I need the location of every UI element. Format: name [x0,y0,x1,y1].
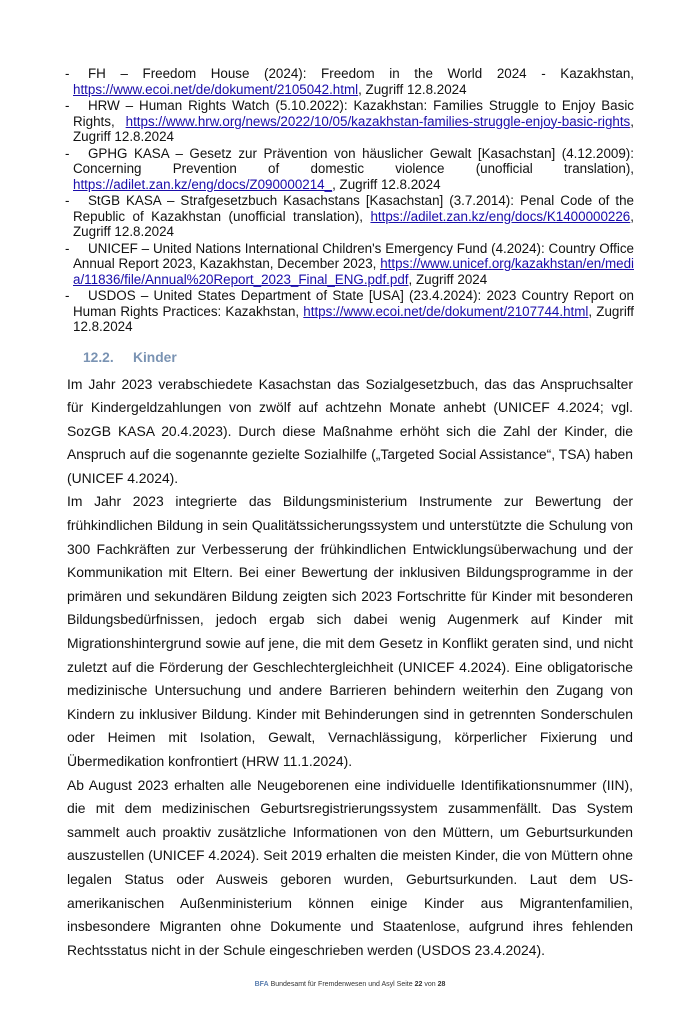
page-footer [66,980,634,990]
paragraph: Ab August 2023 erhalten alle Neugeborenen eine individuelle Identifikationsnummer (IIN), die mit dem medizinischen Geburtsregistrierungssystem zusammenfällt. Das System sammelt auch proaktiv zusätzliche Informationen von den Müttern, um Geburtsurkunden auszustellen (UNICEF 4.2024). Seit 2019 erhalten die meisten Kinder, die von Müttern ohne legalen Status oder Ausweis geboren wurden, Geburtsurkunden. Laut dem US-amerikanischen Außenministerium können einige Kinder aus Migrantenfamilien, insbesondere Migranten ohne Dokumente und Staatenlose, aufgrund ihres fehlenden Rechtsstatus nicht in der Schule eingeschrieben werden (USDOS 23.4.2024). [67,776,633,958]
reference-list [66,66,634,335]
bullet-dash: - [65,66,70,81]
page-total: 28 [437,981,446,989]
bullet-dash: - [65,98,70,113]
bullet-dash: - [65,240,70,256]
reference-link[interactable]: https://adilet.zan.kz/eng/docs/Z090000214_ [73,176,333,192]
section-title: Kinder [133,349,177,365]
reference-link[interactable]: https://adilet.zan.kz/eng/docs/K1400000226 [370,208,631,224]
reference-link[interactable]: https://www.unicef.org/kazakhstan/en/media/11836/file/Annual%20Report_2023_Final_ENG.pdf.pdf [73,256,634,287]
reference-link[interactable]: https://www.hrw.org/news/2022/10/05/kazakhstan-families-struggle-enjoy-basic-rights [125,113,631,129]
body-text [67,373,633,963]
bullet-dash: - [65,288,70,303]
reference-item: - GPHG KASA – Gesetz zur Prävention von häuslicher Gewalt [Kasachstan] (4.12.2009): Concerning Prevention of domestic violence (unofficial translation), https://adilet.zan.kz/eng/docs/Z090000214_, Zugriff 12.8.2024 [65,145,634,192]
footer-org: Bundesamt für Fremdenwesen und Asyl [270,981,395,989]
reference-item: - HRW – Human Rights Watch (5.10.2022): Kazakhstan: Families Struggle to Enjoy Basic Rights, https://www.hrw.org/news/2022/10/05/kazakhstan-families-struggle-enjoy-basic-rights, Zugriff 12.8.2024 [65,98,634,144]
section-heading [83,349,634,367]
reference-link[interactable]: https://www.ecoi.net/de/dokument/2107744.html [303,303,589,319]
bullet-dash: - [65,145,70,161]
bullet-dash: - [65,193,70,208]
bfa-logo: BFA [254,981,269,989]
reference-item: - StGB KASA – Strafgesetzbuch Kasachstans [Kasachstan] (3.7.2014): Penal Code of the Republic of Kazakhstan (unofficial translation), https://adilet.zan.kz/eng/docs/K1400000226, Zugriff 12.8.2024 [65,193,634,239]
reference-item: - UNICEF – United Nations International Children's Emergency Fund (4.2024): Country Office Annual Report 2023, Kazakhstan, December 2023, https://www.unicef.org/kazakhstan/en/media/11836/file/Annual%20Report_2023_Final_ENG.pdf.pdf, Zugriff 2024 [65,240,634,287]
page-number: 22 [414,981,423,989]
paragraph: Im Jahr 2023 integrierte das Bildungsministerium Instrumente zur Bewertung der frühkindlichen Bildung in sein Qualitätssicherungssystem und unterstützte die Schulung von 300 Fachkräften zur Verbesserung der frühkindlichen Entwicklungsüberwachung und der Kommunikation mit Eltern. Bei einer Bewertung der inklusiven Bildungsprogramme in der primären und sekundären Bildung zeigten sich 2023 Fortschritte für Kinder mit besonderen Bildungsbedürfnissen, jedoch ergab sich dabei wenig Augenmerk auf Kinder mit Migrationshintergrund sowie auf jene, die mit dem Gesetz in Konflikt geraten sind, und nicht zuletzt auf die Förderung der Geschlechtergleichheit (UNICEF 4.2024). Eine obligatorische medizinische Untersuchung und andere Barrieren behindern weiterhin den Zugang von Kindern zu inklusiver Bildung. Kinder mit Behinderungen sind in getrennten Sonderschulen oder Heimen mit Isolation, Gewalt, Vernachlässigung, körperlicher Fixierung und Übermedikation konfrontiert (HRW 11.1.2024). [67,493,633,769]
footer-of-label: von [424,981,436,989]
reference-item: - FH – Freedom House (2024): Freedom in the World 2024 - Kazakhstan, https://www.ecoi.net/de/dokument/2105042.html, Zugriff 12.8.2024 [65,66,634,97]
reference-item: - USDOS – United States Department of State [USA] (23.4.2024): 2023 Country Report on Human Rights Practices: Kazakhstan, https://www.ecoi.net/de/dokument/2107744.html, Zugriff 12.8.2024 [65,288,634,334]
reference-link[interactable]: https://www.ecoi.net/de/dokument/2105042.html [73,81,359,97]
section-number: 12.2. [83,349,114,365]
footer-page-label: Seite [396,981,413,989]
paragraph: Im Jahr 2023 verabschiedete Kasachstan das Sozialgesetzbuch, das das Anspruchsalter für Kindergeldzahlungen von zwölf auf achtzehn Monate anhebt (UNICEF 4.2024; vgl. SozGB KASA 20.4.2023). Durch diese Maßnahme erhöht sich die Zahl der Kinder, die Anspruch auf die sogenannte gezielte Sozialhilfe („Targeted Social Assistance“, TSA) haben (UNICEF 4.2024). [67,375,633,486]
